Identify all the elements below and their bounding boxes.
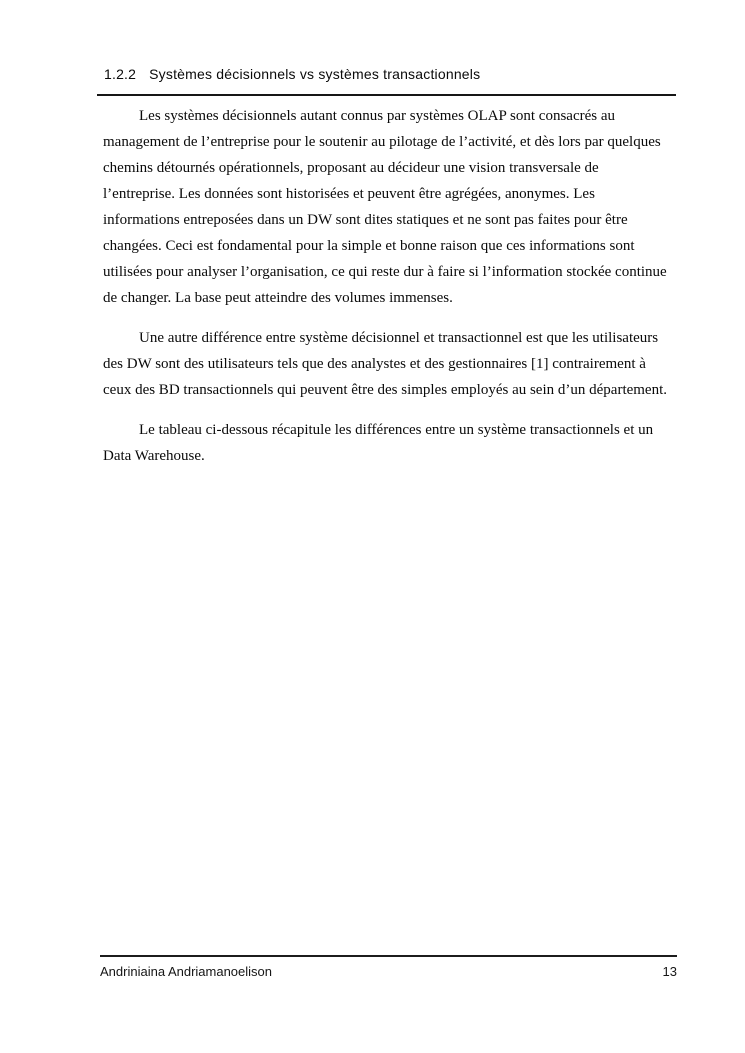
paragraph [103, 325, 673, 403]
text-line: utilisées pour analyser l’organisation, ce qui reste dur à faire si l’information stockée continue [103, 264, 667, 280]
footer-page-number: 13 [662, 964, 677, 979]
footer-author: Andriniaina Andriamanoelison [100, 964, 273, 979]
text-line: Data Warehouse. [103, 448, 205, 464]
section-heading [104, 66, 480, 82]
section-number: 1.2.2 [104, 66, 137, 82]
text-line: Le tableau ci-dessous récapitule les différences entre un système transactionnels et un [139, 422, 654, 438]
text-line: des DW sont des utilisateurs tels que des analystes et des gestionnaires [1] contrairement à [103, 356, 646, 372]
text-line: changées. Ceci est fondamental pour la simple et bonne raison que ces informations sont [103, 238, 635, 254]
text-line: Les systèmes décisionnels autant connus par systèmes OLAP sont consacrés au [139, 108, 616, 124]
text-line: ceux des BD transactionnels qui peuvent être des simples employés au sein d’un département. [103, 382, 668, 398]
text-line: informations entreposées dans un DW sont dites statiques et ne sont pas faites pour être [103, 212, 628, 228]
paragraph [103, 103, 673, 311]
body-text [103, 103, 673, 469]
page-footer [100, 964, 677, 979]
text-line: management de l’entreprise pour le soutenir au pilotage de l’activité, et dès lors par quelques [103, 134, 661, 150]
text-line: l’entreprise. Les données sont historisées et peuvent être agrégées, anonymes. Les [103, 186, 595, 202]
heading-rule [97, 94, 676, 96]
section-title: Systèmes décisionnels vs systèmes transactionnels [149, 66, 481, 82]
footer-rule [100, 955, 677, 957]
paragraph [103, 417, 673, 469]
text-line: chemins détournés opérationnels, proposant au décideur une vision transversale de [103, 160, 599, 176]
text-line: de changer. La base peut atteindre des volumes immenses. [103, 290, 453, 306]
text-line: Une autre différence entre système décisionnel et transactionnel est que les utilisateurs [139, 330, 659, 346]
